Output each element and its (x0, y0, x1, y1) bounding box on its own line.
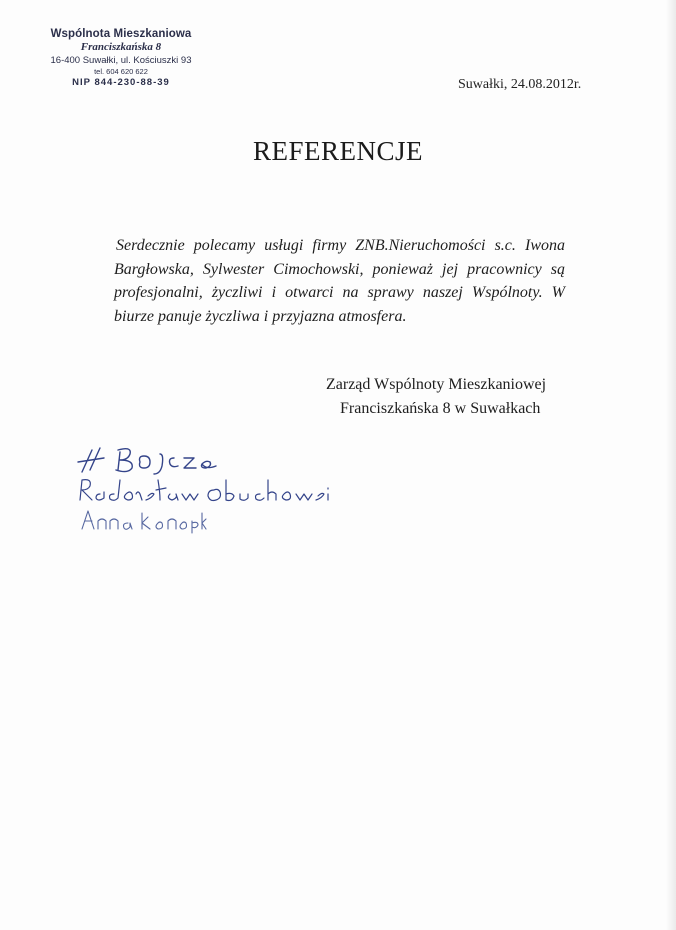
letter-closing (326, 373, 546, 421)
closing-line-2: Franciszkańska 8 w Suwałkach (340, 400, 541, 417)
letter-title: REFERENCJE (252, 136, 424, 166)
stamp-org-name: Wspólnota Mieszkaniowa (50, 28, 192, 40)
association-stamp (36, 28, 206, 88)
stamp-address: 16-400 Suwałki, ul. Kościuszki 93 (50, 55, 192, 66)
stamp-nip: NIP 844-230-88-39 (72, 77, 170, 88)
signature-1 (76, 440, 226, 476)
stamp-phone: tel. 604 620 622 (94, 67, 148, 76)
signature-2 (74, 472, 334, 506)
letter-date: Suwałki, 24.08.2012r. (458, 77, 582, 92)
letter-body-text: Serdecznie polecamy usługi firmy ZNB.Nieruchomości s.c. Iwona Bargłowska, Sylwester Cimochowski, ponieważ jej pracownicy są profesjonalni, życzliwi i otwarci na sprawy naszej Wspólnoty. W biurze panuje życzliwa i przyjazna atmosfera. (114, 237, 565, 325)
signature-3 (78, 505, 208, 535)
stamp-street: Franciszkańska 8 (80, 41, 162, 53)
closing-line-1: Zarząd Wspólnoty Mieszkaniowej (326, 376, 547, 393)
letter-body (114, 234, 565, 328)
